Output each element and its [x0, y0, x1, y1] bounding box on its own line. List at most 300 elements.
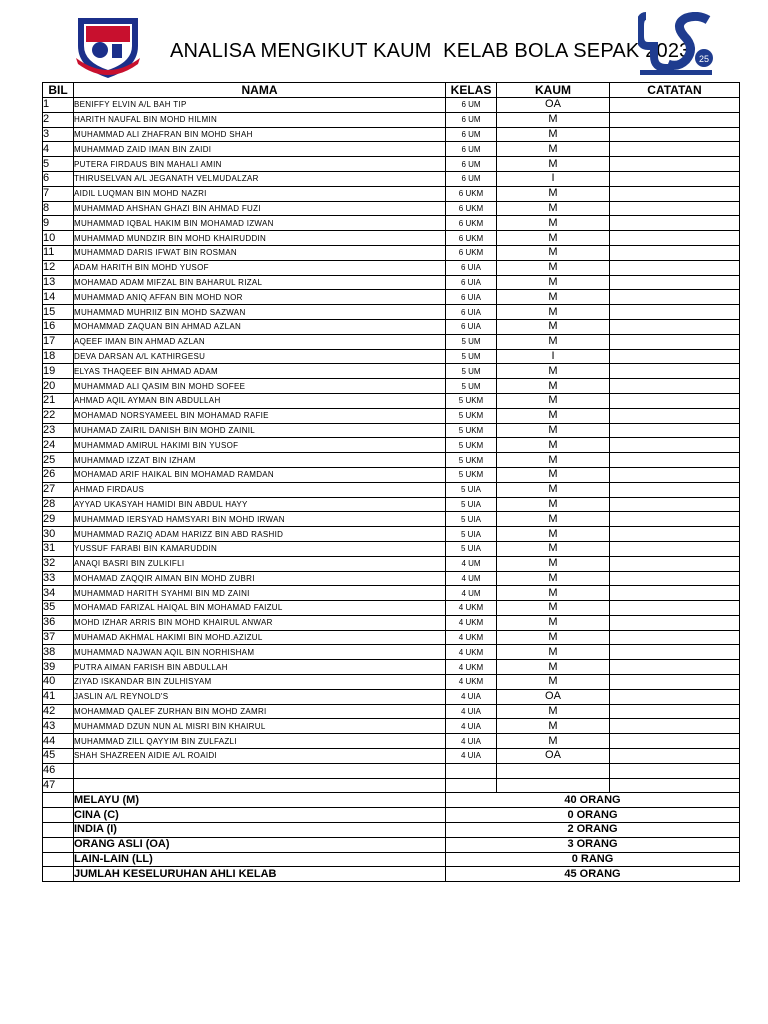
- cell-catatan: [610, 260, 740, 275]
- cell-kaum: M: [497, 142, 610, 157]
- cell-bil: 39: [43, 660, 74, 675]
- cell-kaum: M: [497, 719, 610, 734]
- cell-nama: AQEEF IMAN BIN AHMAD AZLAN: [74, 334, 446, 349]
- cell-bil: 6: [43, 171, 74, 186]
- cell-bil: 27: [43, 482, 74, 497]
- table-row: [43, 689, 740, 704]
- cell-catatan: [610, 334, 740, 349]
- cell-kaum: M: [497, 245, 610, 260]
- cell-kaum: M: [497, 201, 610, 216]
- cell-catatan: [610, 675, 740, 690]
- cell-nama: PUTRA AIMAN FARISH BIN ABDULLAH: [74, 660, 446, 675]
- cell-kelas: 4 UM: [446, 556, 497, 571]
- cell-kelas: 5 UKM: [446, 408, 497, 423]
- cell-bil: 22: [43, 408, 74, 423]
- cell-catatan: [610, 364, 740, 379]
- cell-nama: ELYAS THAQEEF BIN AHMAD ADAM: [74, 364, 446, 379]
- cell-bil: 5: [43, 157, 74, 172]
- cell-kelas: 4 UKM: [446, 615, 497, 630]
- cell-kelas: 4 UIA: [446, 749, 497, 764]
- cell-bil: 35: [43, 601, 74, 616]
- table-row: [43, 260, 740, 275]
- cell-kaum: M: [497, 675, 610, 690]
- column-header-catatan: CATATAN: [610, 83, 740, 98]
- cell-kaum: M: [497, 305, 610, 320]
- table-row: [43, 334, 740, 349]
- table-row: [43, 467, 740, 482]
- cell-catatan: [610, 512, 740, 527]
- cell-kaum: M: [497, 586, 610, 601]
- cell-nama: MUHAMMAD AMIRUL HAKIMI BIN YUSOF: [74, 438, 446, 453]
- cell-kaum: OA: [497, 749, 610, 764]
- cell-kaum: M: [497, 112, 610, 127]
- cell-kaum: M: [497, 438, 610, 453]
- cell-catatan: [610, 98, 740, 113]
- cell-nama: MOHAMAD ADAM MIFZAL BIN BAHARUL RIZAL: [74, 275, 446, 290]
- cell-catatan: [610, 763, 740, 778]
- cell-bil: 30: [43, 527, 74, 542]
- cell-kaum: M: [497, 497, 610, 512]
- cell-kelas: 5 UIA: [446, 527, 497, 542]
- cell-kelas: 6 UKM: [446, 186, 497, 201]
- table-row: [43, 305, 740, 320]
- cell-nama: MUHAMMAD IQBAL HAKIM BIN MOHAMAD IZWAN: [74, 216, 446, 231]
- cell-nama: MUHAMMAD IERSYAD HAMSYARI BIN MOHD IRWAN: [74, 512, 446, 527]
- table-row: [43, 216, 740, 231]
- cell-kelas: 5 UM: [446, 379, 497, 394]
- cell-nama: MOHAMAD ARIF HAIKAL BIN MOHAMAD RAMDAN: [74, 467, 446, 482]
- cell-kaum: M: [497, 660, 610, 675]
- cell-kaum: I: [497, 349, 610, 364]
- cell-bil: 18: [43, 349, 74, 364]
- cell-nama: SHAH SHAZREEN AIDIE A/L ROAIDI: [74, 749, 446, 764]
- cell-kaum: M: [497, 482, 610, 497]
- cell-nama: DEVA DARSAN A/L KATHIRGESU: [74, 349, 446, 364]
- cell-nama: AYYAD UKASYAH HAMIDI BIN ABDUL HAYY: [74, 497, 446, 512]
- cell-catatan: [610, 541, 740, 556]
- table-row: [43, 645, 740, 660]
- cell-nama: MUHAMMAD MUNDZIR BIN MOHD KHAIRUDDIN: [74, 231, 446, 246]
- cell-kaum: M: [497, 216, 610, 231]
- cell-catatan: [610, 171, 740, 186]
- cell-catatan: [610, 393, 740, 408]
- cell-nama: MUHAMAD ZAIRIL DANISH BIN MOHD ZAINIL: [74, 423, 446, 438]
- summary-label: JUMLAH KESELURUHAN AHLI KELAB: [74, 867, 446, 882]
- cell-catatan: [610, 586, 740, 601]
- cell-kaum: M: [497, 290, 610, 305]
- cell-kelas: 5 UM: [446, 364, 497, 379]
- table-row: [43, 763, 740, 778]
- cell-catatan: [610, 601, 740, 616]
- cell-nama: AIDIL LUQMAN BIN MOHD NAZRI: [74, 186, 446, 201]
- cell-nama: MUHAMMAD IZZAT BIN IZHAM: [74, 453, 446, 468]
- cell-kelas: 4 UIA: [446, 689, 497, 704]
- cell-kaum: M: [497, 453, 610, 468]
- table-row: [43, 482, 740, 497]
- cell-bil: 15: [43, 305, 74, 320]
- table-row: [43, 275, 740, 290]
- cell-kelas: 6 UKM: [446, 231, 497, 246]
- cell-catatan: [610, 497, 740, 512]
- cell-kelas: 6 UM: [446, 171, 497, 186]
- table-row: [43, 379, 740, 394]
- cell-catatan: [610, 527, 740, 542]
- summary-value: 0 RANG: [446, 852, 740, 867]
- cell-catatan: [610, 245, 740, 260]
- cell-catatan: [610, 319, 740, 334]
- cell-catatan: [610, 615, 740, 630]
- cell-kaum: M: [497, 467, 610, 482]
- cell-kaum: M: [497, 541, 610, 556]
- cell-kaum: M: [497, 393, 610, 408]
- summary-blank: [43, 808, 74, 823]
- cell-bil: 24: [43, 438, 74, 453]
- cell-catatan: [610, 423, 740, 438]
- cell-nama: HARITH NAUFAL BIN MOHD HILMIN: [74, 112, 446, 127]
- cell-catatan: [610, 453, 740, 468]
- cell-kelas: 4 UIA: [446, 734, 497, 749]
- summary-row: [43, 823, 740, 838]
- cell-kelas: 5 UIA: [446, 482, 497, 497]
- table-row: [43, 601, 740, 616]
- table-row: [43, 112, 740, 127]
- summary-label: INDIA (I): [74, 823, 446, 838]
- cell-bil: 17: [43, 334, 74, 349]
- cell-kaum: I: [497, 171, 610, 186]
- summary-value: 45 ORANG: [446, 867, 740, 882]
- cell-bil: 12: [43, 260, 74, 275]
- cell-nama: ZIYAD ISKANDAR BIN ZULHISYAM: [74, 675, 446, 690]
- cell-kaum: M: [497, 630, 610, 645]
- cell-catatan: [610, 201, 740, 216]
- table-row: [43, 719, 740, 734]
- cell-kaum: OA: [497, 98, 610, 113]
- cell-kelas: 5 UKM: [446, 423, 497, 438]
- table-row: [43, 245, 740, 260]
- cell-catatan: [610, 749, 740, 764]
- table-row: [43, 749, 740, 764]
- page-header: [0, 0, 768, 82]
- cell-bil: 10: [43, 231, 74, 246]
- cell-catatan: [610, 142, 740, 157]
- table-row: [43, 497, 740, 512]
- cell-catatan: [610, 482, 740, 497]
- member-table: [42, 82, 740, 882]
- cell-bil: 44: [43, 734, 74, 749]
- cell-kaum: M: [497, 275, 610, 290]
- cell-kelas: 5 UM: [446, 334, 497, 349]
- cell-nama: MUHAMMAD ANIQ AFFAN BIN MOHD NOR: [74, 290, 446, 305]
- cell-nama: MOHAMAD NORSYAMEEL BIN MOHAMAD RAFIE: [74, 408, 446, 423]
- cell-bil: 1: [43, 98, 74, 113]
- cell-kelas: 4 UKM: [446, 630, 497, 645]
- program-logo: [638, 12, 714, 76]
- cell-bil: 40: [43, 675, 74, 690]
- cell-catatan: [610, 112, 740, 127]
- cell-bil: 25: [43, 453, 74, 468]
- table-row: [43, 586, 740, 601]
- cell-nama: MOHAMAD ZAQQIR AIMAN BIN MOHD ZUBRI: [74, 571, 446, 586]
- summary-value: 0 ORANG: [446, 808, 740, 823]
- summary-value: 2 ORANG: [446, 823, 740, 838]
- cell-kaum: M: [497, 231, 610, 246]
- cell-nama: AHMAD FIRDAUS: [74, 482, 446, 497]
- page-title: ANALISA MENGIKUT KAUM KELAB BOLA SEPAK 2023: [170, 40, 691, 62]
- cell-kelas: 6 UM: [446, 157, 497, 172]
- cell-kaum: M: [497, 571, 610, 586]
- cell-catatan: [610, 556, 740, 571]
- cell-kaum: M: [497, 157, 610, 172]
- table-row: [43, 675, 740, 690]
- cell-catatan: [610, 719, 740, 734]
- cell-kelas: 5 UIA: [446, 541, 497, 556]
- cell-kaum: [497, 778, 610, 793]
- cell-catatan: [610, 186, 740, 201]
- cell-catatan: [610, 379, 740, 394]
- table-row: [43, 512, 740, 527]
- cell-bil: 45: [43, 749, 74, 764]
- cell-bil: 21: [43, 393, 74, 408]
- cell-kaum: M: [497, 601, 610, 616]
- cell-kelas: 4 UM: [446, 571, 497, 586]
- cell-kelas: 4 UIA: [446, 704, 497, 719]
- cell-bil: 2: [43, 112, 74, 127]
- cell-kaum: M: [497, 127, 610, 142]
- cell-kaum: [497, 763, 610, 778]
- cell-nama: MUHAMMAD ZILL QAYYIM BIN ZULFAZLI: [74, 734, 446, 749]
- table-row: [43, 231, 740, 246]
- cell-kelas: 6 UM: [446, 127, 497, 142]
- cell-kaum: M: [497, 319, 610, 334]
- summary-blank: [43, 837, 74, 852]
- cell-catatan: [610, 704, 740, 719]
- column-header-bil: BIL: [43, 83, 74, 98]
- table-row: [43, 98, 740, 113]
- cell-kelas: [446, 778, 497, 793]
- table-row: [43, 615, 740, 630]
- cell-kelas: 5 UKM: [446, 393, 497, 408]
- summary-row: [43, 837, 740, 852]
- summary-label: MELAYU (M): [74, 793, 446, 808]
- cell-kelas: 6 UKM: [446, 245, 497, 260]
- column-header-nama: NAMA: [74, 83, 446, 98]
- cell-kelas: 5 UKM: [446, 453, 497, 468]
- summary-blank: [43, 867, 74, 882]
- table-row: [43, 541, 740, 556]
- cell-bil: 38: [43, 645, 74, 660]
- cell-kaum: M: [497, 423, 610, 438]
- cell-bil: 4: [43, 142, 74, 157]
- cell-nama: MOHD IZHAR ARRIS BIN MOHD KHAIRUL ANWAR: [74, 615, 446, 630]
- table-row: [43, 438, 740, 453]
- cell-nama: MOHAMMAD QALEF ZURHAN BIN MOHD ZAMRI: [74, 704, 446, 719]
- cell-catatan: [610, 305, 740, 320]
- table-row: [43, 527, 740, 542]
- summary-row: [43, 867, 740, 882]
- cell-bil: 42: [43, 704, 74, 719]
- table-row: [43, 393, 740, 408]
- cell-catatan: [610, 275, 740, 290]
- table-row: [43, 630, 740, 645]
- table-row: [43, 364, 740, 379]
- cell-kaum: M: [497, 527, 610, 542]
- table-row: [43, 571, 740, 586]
- cell-nama: MUHAMAD AKHMAL HAKIMI BIN MOHD.AZIZUL: [74, 630, 446, 645]
- summary-row: [43, 793, 740, 808]
- cell-catatan: [610, 689, 740, 704]
- cell-bil: 19: [43, 364, 74, 379]
- cell-kelas: 5 UIA: [446, 497, 497, 512]
- table-row: [43, 171, 740, 186]
- summary-blank: [43, 823, 74, 838]
- table-row: [43, 556, 740, 571]
- cell-kaum: M: [497, 615, 610, 630]
- cell-nama: [74, 778, 446, 793]
- summary-row: [43, 852, 740, 867]
- cell-kelas: 6 UKM: [446, 216, 497, 231]
- cell-kelas: 6 UM: [446, 142, 497, 157]
- cell-kelas: 6 UIA: [446, 305, 497, 320]
- cell-catatan: [610, 571, 740, 586]
- cell-bil: 46: [43, 763, 74, 778]
- cell-catatan: [610, 127, 740, 142]
- cell-kelas: 4 UKM: [446, 660, 497, 675]
- cell-catatan: [610, 467, 740, 482]
- cell-nama: AHMAD AQIL AYMAN BIN ABDULLAH: [74, 393, 446, 408]
- cell-bil: 13: [43, 275, 74, 290]
- cell-nama: ADAM HARITH BIN MOHD YUSOF: [74, 260, 446, 275]
- cell-bil: 41: [43, 689, 74, 704]
- cell-catatan: [610, 645, 740, 660]
- table-row: [43, 453, 740, 468]
- cell-catatan: [610, 630, 740, 645]
- cell-kelas: 6 UIA: [446, 275, 497, 290]
- cell-kelas: 5 UKM: [446, 467, 497, 482]
- cell-catatan: [610, 290, 740, 305]
- table-header-row: [43, 83, 740, 98]
- cell-kelas: [446, 763, 497, 778]
- cell-nama: MOHAMMAD ZAQUAN BIN AHMAD AZLAN: [74, 319, 446, 334]
- cell-nama: BENIFFY ELVIN A/L BAH TIP: [74, 98, 446, 113]
- cell-catatan: [610, 216, 740, 231]
- cell-nama: THIRUSELVAN A/L JEGANATH VELMUDALZAR: [74, 171, 446, 186]
- summary-label: ORANG ASLI (OA): [74, 837, 446, 852]
- cell-nama: MUHAMMAD ALI QASIM BIN MOHD SOFEE: [74, 379, 446, 394]
- logo-number: 25: [698, 54, 710, 64]
- cell-bil: 31: [43, 541, 74, 556]
- cell-nama: MUHAMMAD ALI ZHAFRAN BIN MOHD SHAH: [74, 127, 446, 142]
- cell-bil: 14: [43, 290, 74, 305]
- cell-catatan: [610, 349, 740, 364]
- cell-catatan: [610, 778, 740, 793]
- cell-kelas: 6 UM: [446, 112, 497, 127]
- cell-bil: 33: [43, 571, 74, 586]
- cell-catatan: [610, 734, 740, 749]
- summary-blank: [43, 793, 74, 808]
- cell-kelas: 4 UM: [446, 586, 497, 601]
- table-row: [43, 704, 740, 719]
- cell-nama: MOHAMAD FARIZAL HAIQAL BIN MOHAMAD FAIZUL: [74, 601, 446, 616]
- table-row: [43, 408, 740, 423]
- table-row: [43, 778, 740, 793]
- cell-nama: MUHAMMAD RAZIQ ADAM HARIZZ BIN ABD RASHID: [74, 527, 446, 542]
- cell-bil: 9: [43, 216, 74, 231]
- cell-catatan: [610, 408, 740, 423]
- cell-nama: ANAQI BASRI BIN ZULKIFLI: [74, 556, 446, 571]
- cell-kaum: M: [497, 556, 610, 571]
- cell-kelas: 4 UKM: [446, 675, 497, 690]
- column-header-kaum: KAUM: [497, 83, 610, 98]
- table-row: [43, 157, 740, 172]
- cell-bil: 43: [43, 719, 74, 734]
- cell-kaum: M: [497, 364, 610, 379]
- table-row: [43, 127, 740, 142]
- cell-bil: 34: [43, 586, 74, 601]
- cell-kelas: 6 UM: [446, 98, 497, 113]
- cell-nama: PUTERA FIRDAUS BIN MAHALI AMIN: [74, 157, 446, 172]
- cell-nama: MUHAMMAD MUHRIIZ BIN MOHD SAZWAN: [74, 305, 446, 320]
- summary-label: LAIN-LAIN (LL): [74, 852, 446, 867]
- table-row: [43, 660, 740, 675]
- cell-kelas: 4 UKM: [446, 601, 497, 616]
- cell-bil: 32: [43, 556, 74, 571]
- cell-kelas: 5 UIA: [446, 512, 497, 527]
- cell-bil: 26: [43, 467, 74, 482]
- cell-nama: MUHAMMAD NAJWAN AQIL BIN NORHISHAM: [74, 645, 446, 660]
- cell-kaum: M: [497, 334, 610, 349]
- cell-nama: MUHAMMAD ZAID IMAN BIN ZAIDI: [74, 142, 446, 157]
- table-row: [43, 734, 740, 749]
- summary-row: [43, 808, 740, 823]
- cell-kaum: M: [497, 260, 610, 275]
- cell-kelas: 5 UKM: [446, 438, 497, 453]
- cell-bil: 8: [43, 201, 74, 216]
- cell-bil: 28: [43, 497, 74, 512]
- cell-kelas: 6 UIA: [446, 260, 497, 275]
- table-row: [43, 142, 740, 157]
- table-row: [43, 319, 740, 334]
- cell-catatan: [610, 157, 740, 172]
- summary-blank: [43, 852, 74, 867]
- cell-kaum: M: [497, 734, 610, 749]
- cell-bil: 11: [43, 245, 74, 260]
- cell-kaum: M: [497, 512, 610, 527]
- table-row: [43, 423, 740, 438]
- column-header-kelas: KELAS: [446, 83, 497, 98]
- summary-value: 40 ORANG: [446, 793, 740, 808]
- table-row: [43, 201, 740, 216]
- cell-nama: YUSSUF FARABI BIN KAMARUDDIN: [74, 541, 446, 556]
- cell-kelas: 6 UIA: [446, 319, 497, 334]
- cell-kelas: 6 UIA: [446, 290, 497, 305]
- cell-bil: 7: [43, 186, 74, 201]
- cell-catatan: [610, 660, 740, 675]
- cell-kaum: OA: [497, 689, 610, 704]
- cell-kaum: M: [497, 379, 610, 394]
- school-crest-logo: [72, 10, 144, 80]
- cell-bil: 20: [43, 379, 74, 394]
- cell-nama: MUHAMMAD AHSHAN GHAZI BIN AHMAD FUZI: [74, 201, 446, 216]
- cell-kelas: 4 UKM: [446, 645, 497, 660]
- cell-catatan: [610, 231, 740, 246]
- cell-nama: JASLIN A/L REYNOLD'S: [74, 689, 446, 704]
- summary-value: 3 ORANG: [446, 837, 740, 852]
- cell-nama: MUHAMMAD DZUN NUN AL MISRI BIN KHAIRUL: [74, 719, 446, 734]
- cell-bil: 36: [43, 615, 74, 630]
- cell-kelas: 6 UKM: [446, 201, 497, 216]
- cell-bil: 16: [43, 319, 74, 334]
- table-row: [43, 186, 740, 201]
